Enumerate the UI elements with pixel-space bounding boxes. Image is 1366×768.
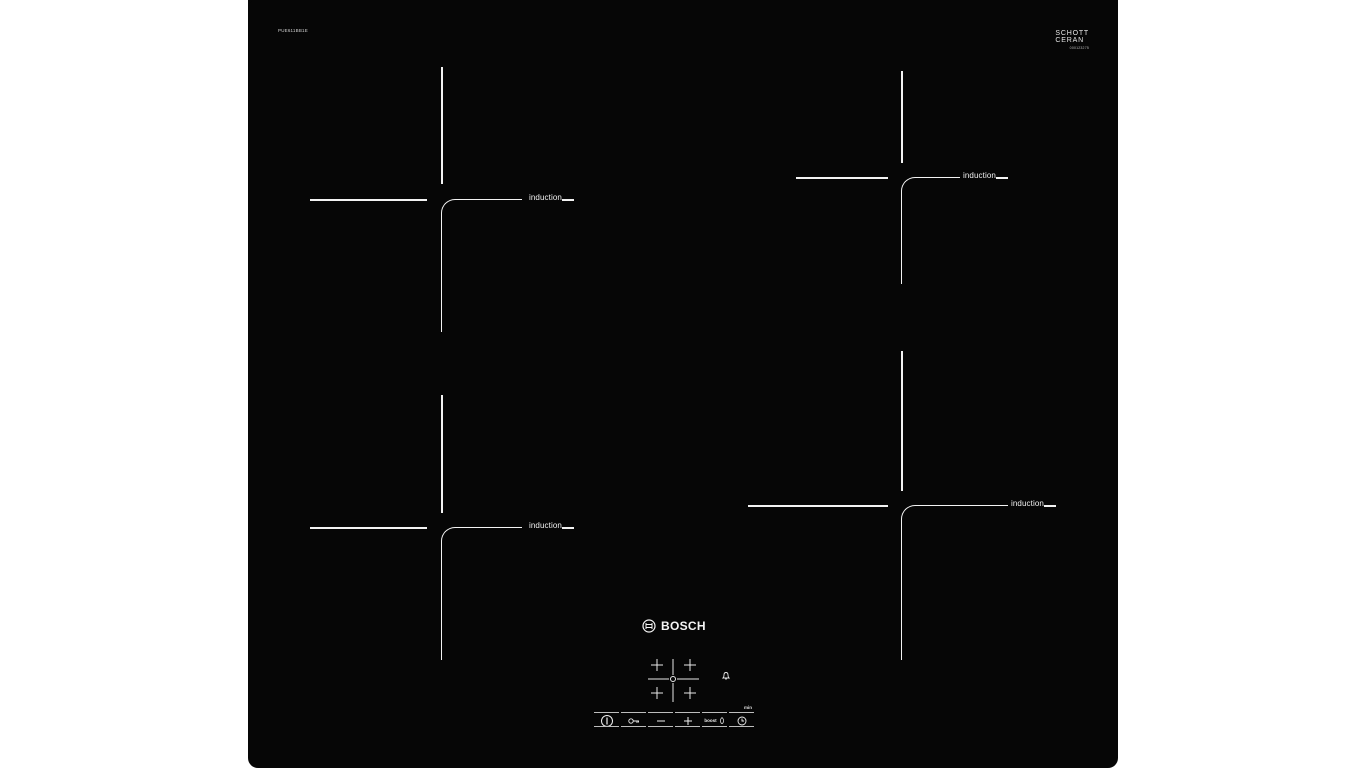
zone-select-rear-right-icon xyxy=(684,659,696,671)
brand-name: BOSCH xyxy=(661,619,706,633)
bell-icon[interactable] xyxy=(722,671,730,680)
key-underline xyxy=(648,726,673,727)
plus-button[interactable] xyxy=(675,714,700,727)
zone-marker-vertical-top xyxy=(441,67,443,184)
boost-label: boost xyxy=(704,718,717,723)
model-code: PUE611BB1E xyxy=(278,28,308,33)
zone-label: induction xyxy=(1011,499,1044,508)
zone-marker-corner xyxy=(901,177,960,284)
bosch-logo xyxy=(642,619,706,633)
schott-label: SCHOTT xyxy=(1055,30,1089,37)
ceran-code: 000123275 xyxy=(1069,46,1089,50)
schott-ceran-logo xyxy=(1055,30,1089,50)
induction-cooktop xyxy=(248,0,1118,768)
minus-button[interactable] xyxy=(648,714,673,727)
ceran-label: CERAN xyxy=(1055,37,1084,44)
zone-marker-label-dash xyxy=(562,527,574,529)
child-lock-button[interactable] xyxy=(621,714,646,727)
key-overline xyxy=(675,712,700,713)
zone-marker-label-dash xyxy=(562,199,574,201)
zone-marker-vertical-top xyxy=(901,351,903,491)
key-underline xyxy=(675,726,700,727)
power-button[interactable] xyxy=(594,714,619,727)
zone-label: induction xyxy=(529,521,562,530)
plus-icon xyxy=(683,716,693,726)
boost-button[interactable] xyxy=(702,714,727,727)
key-underline xyxy=(702,726,727,727)
zone-marker-horizontal-left xyxy=(796,177,888,179)
zone-marker-horizontal-left xyxy=(748,505,888,507)
zone-label: induction xyxy=(963,171,996,180)
control-bar xyxy=(594,705,756,729)
key-underline xyxy=(594,726,619,727)
zone-marker-vertical-top xyxy=(441,395,443,513)
zone-select-rear-left-icon xyxy=(651,659,663,671)
zone-label: induction xyxy=(529,193,562,202)
zone-marker-horizontal-left xyxy=(310,527,427,529)
zone-selector-panel xyxy=(642,653,702,705)
key-overline xyxy=(648,712,673,713)
zone-marker-label-dash xyxy=(1044,505,1056,507)
zone-select-front-left-icon xyxy=(651,687,663,699)
zone-marker-vertical-top xyxy=(901,71,903,163)
zone-select-front-right-icon xyxy=(684,687,696,699)
zone-marker-corner xyxy=(441,527,522,660)
key-overline xyxy=(621,712,646,713)
key-overline xyxy=(594,712,619,713)
key-underline xyxy=(621,726,646,727)
zone-marker-corner xyxy=(901,505,1008,660)
bosch-armature-icon xyxy=(642,619,656,633)
cooktop-top-edge xyxy=(248,0,1118,10)
key-overline xyxy=(729,712,754,713)
zone-marker-horizontal-left xyxy=(310,199,427,201)
key-overline xyxy=(702,712,727,713)
zone-marker-corner xyxy=(441,199,522,332)
timer-unit-label: min xyxy=(744,705,753,710)
timer-button[interactable] xyxy=(729,714,754,727)
key-lock-icon xyxy=(628,717,640,725)
boost-icon xyxy=(719,717,725,724)
zone-marker-label-dash xyxy=(996,177,1008,179)
minus-icon xyxy=(656,718,666,724)
clock-icon xyxy=(737,716,747,726)
key-underline xyxy=(729,726,754,727)
